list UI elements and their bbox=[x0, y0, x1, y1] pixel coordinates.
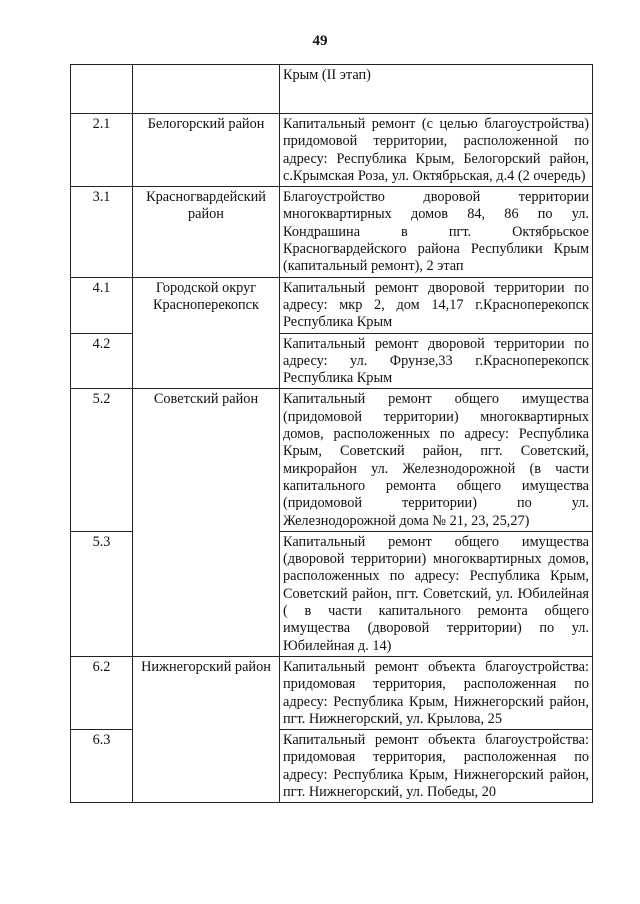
table-row bbox=[71, 187, 593, 277]
district-cell: Нижнегорский район bbox=[133, 656, 280, 802]
district-cell: Красногвардейский район bbox=[133, 187, 280, 277]
row-number: 2.1 bbox=[71, 114, 133, 187]
table-row bbox=[71, 389, 593, 531]
row-number bbox=[71, 65, 133, 114]
row-number: 6.2 bbox=[71, 656, 133, 729]
row-number: 4.1 bbox=[71, 277, 133, 333]
district-cell: Городской округ Красноперекопск bbox=[133, 277, 280, 389]
description-cell: Капитальный ремонт дворовой территории по адресу: мкр 2, дом 14,17 г.Красноперекопск Республика Крым bbox=[280, 277, 593, 333]
row-number: 5.3 bbox=[71, 531, 133, 656]
description-cell: Крым (II этап) bbox=[280, 65, 593, 114]
description-cell: Капитальный ремонт объекта благоустройства: придомовая территория, расположенная по адресу: Республика Крым, Нижнегорский район, пгт. Нижнегорский, ул. Крылова, 25 bbox=[280, 656, 593, 729]
table-row bbox=[71, 277, 593, 333]
description-cell: Капитальный ремонт дворовой территории по адресу: ул. Фрунзе,33 г.Красноперекопск Республика Крым bbox=[280, 333, 593, 389]
table-row bbox=[71, 656, 593, 729]
description-cell: Капитальный ремонт (с целью благоустройства) придомовой территории, расположенной по адресу: Республика Крым, Белогорский район, с.Крымская Роза, ул. Октябрьская, д.4 (2 очередь) bbox=[280, 114, 593, 187]
page-number: 49 bbox=[312, 33, 328, 49]
description-cell: Капитальный ремонт объекта благоустройства: придомовая территория, расположенная по адресу: Республика Крым, Нижнегорский район, пгт. Нижнегорский, ул. Победы, 20 bbox=[280, 730, 593, 803]
row-number: 5.2 bbox=[71, 389, 133, 531]
row-number: 4.2 bbox=[71, 333, 133, 389]
district-cell bbox=[133, 65, 280, 114]
table-row bbox=[71, 114, 593, 187]
description-cell: Капитальный ремонт общего имущества (дворовой территории) многоквартирных домов, расположенных по адресу: Республика Крым, Советский район, пгт. Советский, ул. Юбилейная ( в части капитального ремонта общего имущества (дворовой территории) по ул. Юбилейная д. 14) bbox=[280, 531, 593, 656]
district-cell: Советский район bbox=[133, 389, 280, 656]
description-cell: Благоустройство дворовой территории многоквартирных домов 84, 86 по ул. Кондрашина в пгт. Октябрьское Красногвардейского района Республики Крым (капитальный ремонт), 2 этап bbox=[280, 187, 593, 277]
projects-table bbox=[70, 64, 593, 803]
row-number: 6.3 bbox=[71, 730, 133, 803]
row-number: 3.1 bbox=[71, 187, 133, 277]
district-cell: Белогорский район bbox=[133, 114, 280, 187]
description-cell: Капитальный ремонт общего имущества (придомовой территории) многоквартирных домов, расположенных по адресу: Республика Крым, Советский район, пгт. Советский, микрорайон ул. Железнодорожной (в части капитального ремонта общего имущества (придомовой территории) по ул. Железнодорожной дома № 21, 23, 25,27) bbox=[280, 389, 593, 531]
table-row bbox=[71, 65, 593, 114]
